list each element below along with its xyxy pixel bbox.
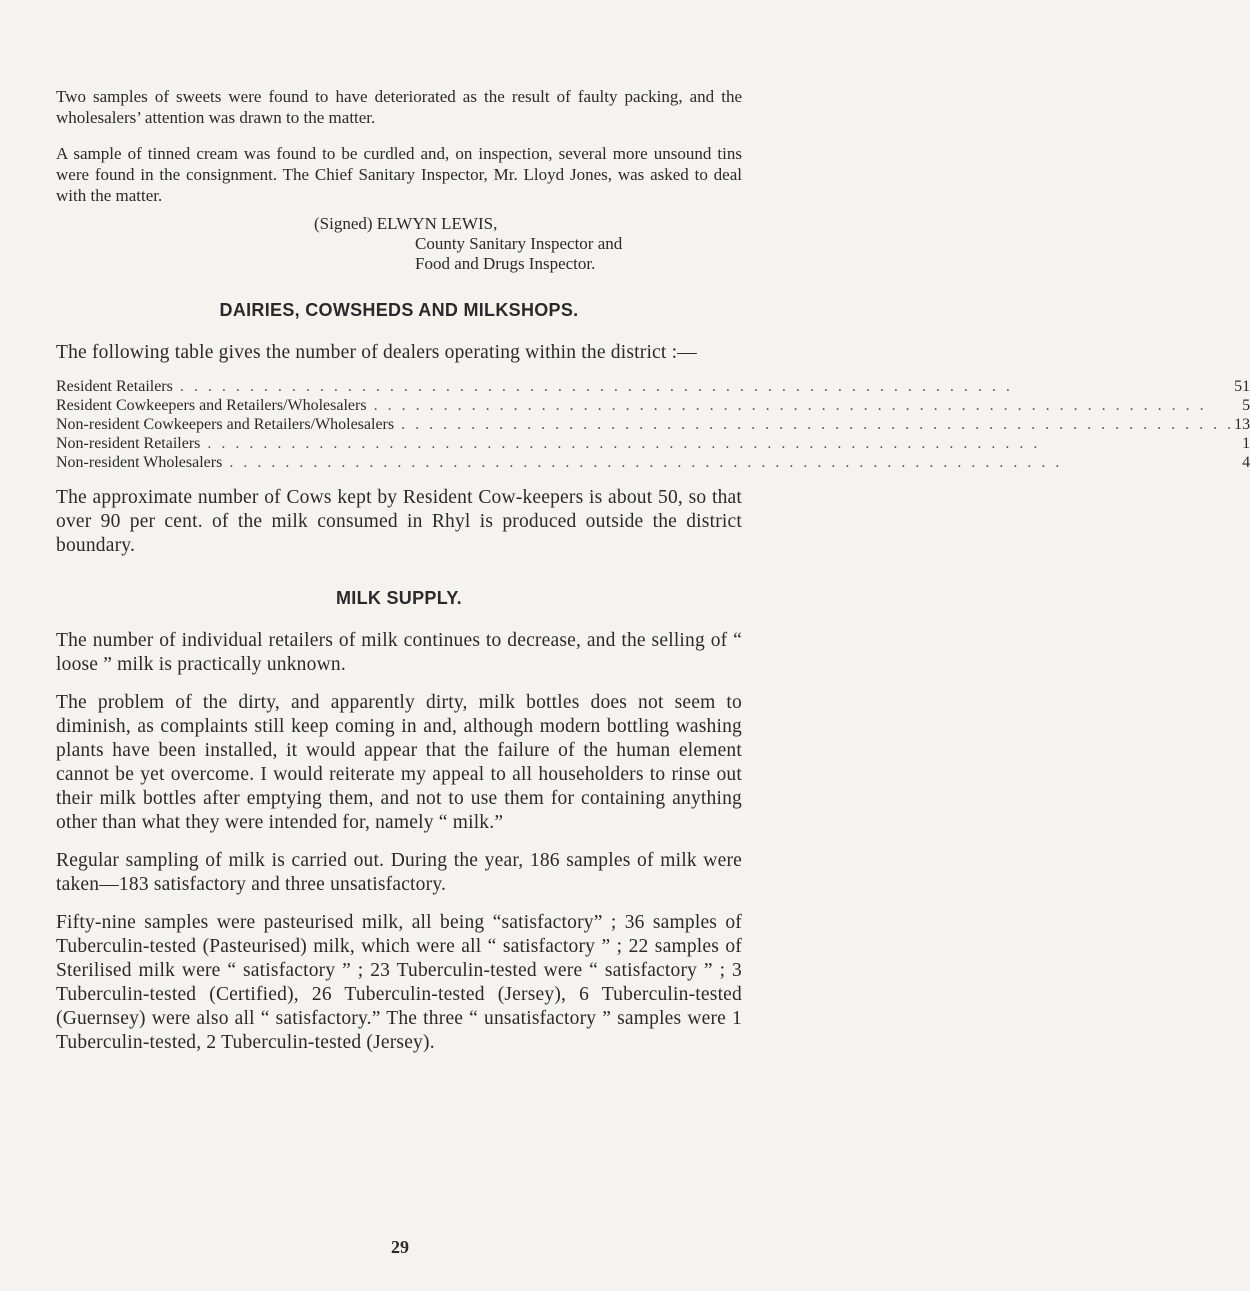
dealer-row (56, 453, 1250, 472)
leader-dots: . . . . . . . . . . . . . . . . . . . . . . . . . . . . . . . . . . . . . . . . . . . . . . . . . . . . . . . . . . . . (172, 378, 1013, 395)
page-number: 29 (391, 1237, 409, 1257)
signature-name: (Signed) ELWYN LEWIS, (314, 214, 498, 233)
dealer-count: 4 (1242, 454, 1250, 471)
sweets-paragraph: Two samples of sweets were found to have deteriorated as the result of faulty packing, and the wholesalers’ attention was drawn to the matter. (56, 87, 742, 127)
signature-block (314, 214, 742, 274)
dealer-row (56, 434, 1250, 453)
dealer-label: Resident Retailers (56, 378, 173, 395)
dealer-label: Resident Cowkeepers and Retailers/Wholesalers (56, 397, 367, 414)
dealer-label: Non-resident Retailers (56, 435, 201, 452)
leader-dots: . . . . . . . . . . . . . . . . . . . . . . . . . . . . . . . . . . . . . . . . . . . . . . . . . . . . . . . . . . . . (222, 454, 1063, 471)
dealer-count: 51 (1234, 378, 1250, 395)
document-page (56, 86, 1250, 1055)
dealer-row (56, 415, 1250, 434)
sample-results-paragraph: Fifty-nine samples were pasteurised milk, all being “satisfactory” ; 36 samples of Tuberculin-tested (Pasteurised) milk, which were all “ satisfactory ” ; 22 samples of Sterilised milk were “ satisfactory ” ; 23 Tuberculin-tested were “ satisfactory ” ; 3 Tuberculin-tested (Certified), 26 Tuberculin-tested (Jersey), 6 Tuberculin-tested (Guernsey) were also all “ satisfactory.” The three “ unsatisfactory ” samples were 1 Tuberculin-tested, 2 Tuberculin-tested (Jersey). (56, 912, 742, 1053)
retailers-paragraph: The number of individual retailers of milk continues to decrease, and the selling of “ loose ” milk is practically unknown. (56, 630, 742, 675)
leader-dots: . . . . . . . . . . . . . . . . . . . . . . . . . . . . . . . . . . . . . . . . . . . . . . . . . . . . . . . . . . . . (200, 435, 1041, 452)
dealer-count: 1 (1242, 435, 1250, 452)
dealers-table (56, 377, 1250, 472)
dealer-row (56, 396, 1250, 415)
sampling-paragraph: Regular sampling of milk is carried out. During the year, 186 samples of milk were taken—183 satisfactory and three unsatisfactory. (56, 850, 742, 895)
dealer-label: Non-resident Cowkeepers and Retailers/Wholesalers (56, 416, 395, 433)
dealer-count: 13 (1234, 416, 1250, 433)
dairies-heading: DAIRIES, COWSHEDS AND MILKSHOPS. (219, 300, 579, 320)
dealers-intro: The following table gives the number of dealers operating within the district :— (56, 342, 697, 363)
cows-paragraph: The approximate number of Cows kept by Resident Cow-keepers is about 50, so that over 90 per cent. of the milk consumed in Rhyl is produced outside the district boundary. (56, 487, 742, 556)
signature-title-2: Food and Drugs Inspector. (415, 254, 596, 273)
dealer-row (56, 377, 1250, 396)
signature-title-1: County Sanitary Inspector and (415, 234, 623, 253)
dealer-count: 5 (1242, 397, 1250, 414)
leader-dots: . . . . . . . . . . . . . . . . . . . . . . . . . . . . . . . . . . . . . . . . . . . . . . . . . . . . . . . . . . . . (366, 397, 1207, 414)
milk-bottles-paragraph: The problem of the dirty, and apparently dirty, milk bottles does not seem to diminish, as complaints still keep coming in and, although modern bottling washing plants have been installed, it would appear that the failure of the human element cannot be yet overcome. I would reiterate my appeal to all householders to rinse out their milk bottles after emptying them, and not to use them for containing anything other than what they were intended for, namely “ milk.” (56, 692, 742, 833)
milk-supply-heading: MILK SUPPLY. (336, 588, 462, 608)
tinned-cream-paragraph: A sample of tinned cream was found to be curdled and, on inspection, several more unsound tins were found in the consignment. The Chief Sanitary Inspector, Mr. Lloyd Jones, was asked to deal with the matter. (56, 144, 742, 205)
dealer-label: Non-resident Wholesalers (56, 454, 223, 471)
leader-dots: . . . . . . . . . . . . . . . . . . . . . . . . . . . . . . . . . . . . . . . . . . . . . . . . . . . . . . . . . . . . (394, 416, 1235, 433)
